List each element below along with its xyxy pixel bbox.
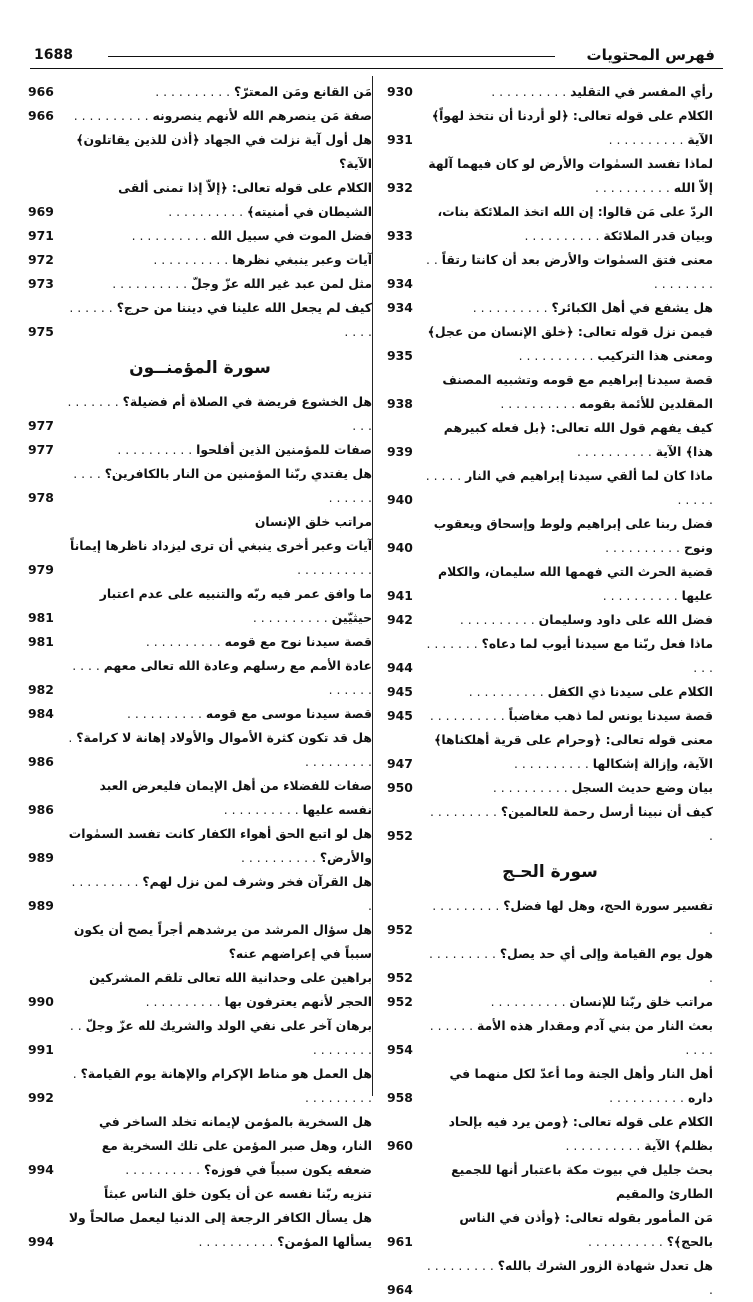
- entry-title: [66, 1206, 372, 1254]
- entry-text: قصة سيدنا إبراهيم مع قومه وتشبيه المصنف المقلدين للأئمة بقومه: [442, 372, 713, 411]
- entry-text: هل يشفع في أهل الكبائر؟: [551, 300, 713, 315]
- leader-dots: . . . . . . . . . .: [153, 252, 233, 267]
- index-entry: [28, 966, 372, 1014]
- page-number: 1688: [34, 47, 73, 63]
- entry-title: [66, 1062, 372, 1110]
- leader-dots: . . . . . . . . . .: [69, 1018, 372, 1057]
- entry-text: هل سؤال المرشد من يرشدهم أجراً يصح أن يكون سبباً في إعراضهم عنه؟: [73, 922, 372, 961]
- entry-title: [425, 990, 713, 1014]
- entry-title: [425, 248, 713, 296]
- index-entry: [387, 776, 713, 800]
- leader-dots: . . . . . . . . . .: [69, 300, 372, 339]
- leader-dots: . . . . . . . . . .: [155, 84, 234, 99]
- entry-text: الردّ على مَن قالوا: إن الله اتخذ الملائكة بنات، وبيان قدر الملائكة: [437, 204, 713, 243]
- entry-page-number: 938: [387, 396, 413, 411]
- entry-text: هل يسأل الكافر الرجعة إلى الدنيا ليعمل صالحاً ولا يسألها المؤمن؟: [68, 1210, 372, 1249]
- entry-text: فضل الموت في سبيل الله: [210, 228, 372, 243]
- leader-dots: . . . . . . . . . .: [500, 396, 580, 411]
- entry-text: هل الخشوع فريضة في الصلاة أم فضيلة؟: [122, 394, 372, 409]
- entry-text: بحث جليل في بيوت مكة باعتبار أنها للجميع الطارئ والمقيم: [451, 1162, 713, 1201]
- entry-page-number: 931: [387, 132, 413, 147]
- entry-page-number: 934: [387, 300, 413, 315]
- header-divider: [30, 68, 723, 69]
- index-entry: [387, 416, 713, 464]
- entry-page-number: 952: [387, 994, 413, 1009]
- leader-dots: . . . . . . . . . .: [472, 300, 552, 315]
- entry-text: آيات وعبر ينبغي نظرها: [232, 252, 372, 267]
- entry-text: مثل لمن عبد غير الله عزّ وجلّ: [190, 276, 372, 291]
- index-entry: [387, 728, 713, 776]
- entry-page-number: 952: [387, 970, 413, 985]
- entry-page-number: 934: [387, 276, 413, 291]
- leader-dots: . . . . . . . . . .: [68, 730, 372, 769]
- entry-title: [425, 608, 713, 632]
- entry-text: مراتب خلق الإنسان: [254, 514, 372, 529]
- entry-text: هل لو اتبع الحق أهواء الكفار كانت تفسد السمٰوات والأرض؟: [68, 826, 372, 865]
- entry-page-number: 991: [28, 1042, 54, 1057]
- leader-dots: . . . . . . . . . .: [426, 636, 713, 675]
- entry-title: [66, 1182, 372, 1206]
- entry-text: هل القرآن فخر وشرف لمن نزل لهم؟: [142, 874, 372, 889]
- leader-dots: . . . . . . . . . .: [429, 804, 713, 843]
- entry-text: معنى فتق السمٰوات والأرض بعد أن كانتا رتقاً: [441, 252, 713, 267]
- leader-dots: . . . . . . . . . .: [71, 874, 372, 913]
- entry-page-number: 972: [28, 252, 54, 267]
- entry-title: [66, 128, 372, 176]
- column-divider: [372, 76, 373, 1096]
- entry-title: [425, 680, 713, 704]
- index-entry: [28, 822, 372, 870]
- index-entry: [387, 704, 713, 728]
- index-entry: [387, 1206, 713, 1254]
- entry-text: هل يفتدي ربّنا المؤمنين من النار بالكافرين؟: [104, 466, 372, 481]
- index-entry: [28, 774, 372, 822]
- leader-dots: . . . . . . . . . .: [131, 228, 211, 243]
- entry-text: ما وافق عمر فيه ربّه والتنبيه على عدم اعتبار حيثيّين: [99, 586, 372, 625]
- leader-dots: . . . . . . . . . .: [145, 634, 225, 649]
- index-entry: [28, 80, 372, 104]
- header-rule: [108, 56, 555, 57]
- entry-title: [425, 512, 713, 560]
- entry-page-number: 973: [28, 276, 54, 291]
- index-entry: [28, 462, 372, 510]
- entry-text: هل تعدل شهادة الزور الشرك بالله؟: [497, 1258, 713, 1273]
- entry-page-number: 930: [387, 84, 413, 99]
- entry-text: هل العمل هو مناط الإكرام والإهانة يوم القيامة؟: [80, 1066, 372, 1081]
- entry-text: هل قد تكون كثرة الأموال والأولاد إهانة لا كرامة؟: [76, 730, 372, 745]
- leader-dots: . . . . . . . . . .: [72, 1066, 372, 1105]
- index-entry: [387, 296, 713, 320]
- entry-title: [66, 438, 372, 462]
- entry-page-number: 977: [28, 418, 54, 433]
- index-entry: [28, 582, 372, 630]
- entry-text: ماذا كان لما ألقي سيدنا إبراهيم في النار: [465, 468, 713, 483]
- index-entry: [28, 128, 372, 176]
- leader-dots: . . . . . . . . . .: [605, 540, 684, 555]
- index-entry: [387, 512, 713, 560]
- entry-text: قضية الحرث التي فهمها الله سليمان، والكلام عليها: [437, 564, 713, 603]
- index-entry: [28, 870, 372, 918]
- entry-text: قصة سيدنا موسى مع قومه: [205, 706, 372, 721]
- leader-dots: . . . . . . . . . .: [609, 1090, 688, 1105]
- index-entry: [28, 176, 372, 224]
- entry-text: براهين على وحدانية الله تعالى تلقم المشركين الحجر لأنهم يعترفون بها: [89, 970, 372, 1009]
- entry-page-number: 969: [28, 204, 54, 219]
- entry-text: صفات للمؤمنين الذين أفلحوا: [196, 442, 372, 457]
- entry-text: قصة سيدنا نوح مع قومه: [224, 634, 372, 649]
- entry-title: [425, 464, 713, 512]
- entry-text: هل أول آية نزلت في الجهاد ﴿أذن للذين يقاتلون﴾ الآية؟: [76, 132, 372, 171]
- entry-title: [425, 942, 713, 990]
- leader-dots: . . . . . . . . . .: [513, 756, 593, 771]
- leader-dots: . . . . . . . . . .: [608, 132, 688, 147]
- entry-title: [66, 918, 372, 966]
- entry-page-number: 994: [28, 1162, 54, 1177]
- entry-page-number: 945: [387, 708, 413, 723]
- index-entry: [28, 104, 372, 128]
- leader-dots: . . . . . . . . . .: [252, 610, 332, 625]
- left-column: [28, 80, 372, 1254]
- page-header: [30, 40, 723, 72]
- entry-title: [66, 462, 372, 510]
- entry-page-number: 954: [387, 1042, 413, 1057]
- entry-title: [425, 632, 713, 680]
- entry-title: [66, 296, 372, 344]
- index-entry: [28, 1110, 372, 1182]
- entry-title: [425, 1062, 713, 1110]
- entry-title: [66, 702, 372, 726]
- entry-title: [66, 870, 372, 918]
- leader-dots: . . . . . . . . . .: [587, 1234, 667, 1249]
- leader-dots: . . . . . . . . . .: [432, 898, 713, 937]
- entry-text: مَن القانع ومَن المعترّ؟: [233, 84, 372, 99]
- entry-page-number: 975: [28, 324, 54, 339]
- entry-title: [66, 630, 372, 654]
- leader-dots: . . . . . . . . . .: [491, 84, 571, 99]
- entry-page-number: 942: [387, 612, 413, 627]
- index-entry: [28, 1206, 372, 1254]
- leader-dots: . . . . . . . . . .: [297, 562, 372, 577]
- entry-text: آيات وعبر أخرى ينبغي أن ترى ليزداد ناظرها إيماناً: [70, 538, 372, 553]
- index-entry: [387, 248, 713, 296]
- entry-text: فضل الله على داود وسليمان: [538, 612, 713, 627]
- entry-page-number: 940: [387, 492, 413, 507]
- index-entry: [387, 1110, 713, 1158]
- entry-title: [425, 728, 713, 776]
- entry-page-number: 947: [387, 756, 413, 771]
- entry-title: [66, 272, 372, 296]
- entry-text: كيف يفهم قول الله تعالى: ﴿بل فعله كبيرهم هذا﴾ الآية: [443, 420, 713, 459]
- index-entry: [28, 534, 372, 582]
- entry-title: [66, 248, 372, 272]
- entry-page-number: 990: [28, 994, 54, 1009]
- index-entry: [387, 608, 713, 632]
- index-entry: [28, 1062, 372, 1110]
- index-entry: [28, 702, 372, 726]
- surah-heading: سورة المؤمنــون: [129, 358, 271, 378]
- entry-text: تفسير سورة الحج، وهل لها فضل؟: [503, 898, 713, 913]
- leader-dots: . . . . . . . . . .: [594, 180, 674, 195]
- entry-text: الكلام على قوله تعالى: ﴿لو أردنا أن نتخذ لهواً﴾ الآية: [431, 108, 713, 147]
- entry-text: أهل النار وأهل الجنة وما أعدّ لكل منهما في داره: [449, 1066, 713, 1105]
- entry-title: [425, 296, 713, 320]
- leader-dots: . . . . . . . . . .: [198, 1234, 278, 1249]
- entry-page-number: 989: [28, 850, 54, 865]
- entry-page-number: 978: [28, 490, 54, 505]
- entry-page-number: 961: [387, 1234, 413, 1249]
- entry-page-number: 966: [28, 84, 54, 99]
- leader-dots: . . . . . . . . . .: [72, 658, 372, 697]
- entry-title: [66, 582, 372, 630]
- right-column: [387, 80, 713, 1302]
- entry-text: فيمن نزل قوله تعالى: ﴿خلق الإنسان من عجل﴾ ومعنى هذا التركيب: [427, 324, 713, 363]
- entry-page-number: 932: [387, 180, 413, 195]
- index-entry: [28, 918, 372, 966]
- entry-title: [66, 176, 372, 224]
- leader-dots: . . . . . . . . . .: [426, 1258, 713, 1297]
- entry-title: [425, 1158, 713, 1206]
- entry-page-number: 986: [28, 802, 54, 817]
- entry-title: [66, 104, 372, 128]
- leader-dots: . . . . . . . . . .: [565, 1138, 645, 1153]
- entry-text: لماذا تفسد السمٰوات والأرض لو كان فيهما آلهة إلاّ الله: [428, 156, 713, 195]
- entry-page-number: 958: [387, 1090, 413, 1105]
- entry-page-number: 982: [28, 682, 54, 697]
- entry-text: كيف لم يجعل الله علينا في ديننا من حرج؟: [116, 300, 372, 315]
- index-entry: [387, 894, 713, 942]
- entry-page-number: 935: [387, 348, 413, 363]
- leader-dots: . . . . . . . . . .: [429, 1018, 713, 1057]
- entry-title: [425, 368, 713, 416]
- entry-text: برهان آخر على نفي الولد والشريك لله عزّ وجلّ: [85, 1018, 372, 1033]
- entry-text: مراتب خلق ربّنا للإنسان: [569, 994, 713, 1009]
- leader-dots: . . . . . . . . . .: [73, 108, 153, 123]
- entry-page-number: 941: [387, 588, 413, 603]
- entry-text: معنى قوله تعالى: ﴿وحرام على قرية أهلكناها﴾ الآية، وإزالة إشكالها: [434, 732, 713, 771]
- entry-text: الكلام على قوله تعالى: ﴿ومن يرد فيه بإلحاد بظلم﴾ الآية: [448, 1114, 713, 1153]
- index-entry: [28, 1182, 372, 1206]
- entry-title: [425, 1206, 713, 1254]
- index-entry: [28, 296, 372, 344]
- entry-title: [66, 510, 372, 534]
- entry-title: [66, 1110, 372, 1182]
- entry-page-number: 979: [28, 562, 54, 577]
- index-entry: [387, 104, 713, 152]
- entry-text: هول يوم القيامة وإلى أي حد يصل؟: [499, 946, 713, 961]
- index-entry: [28, 510, 372, 534]
- leader-dots: . . . . . . . . . .: [73, 466, 372, 505]
- entry-text: كيف أن نبينا أرسل رحمة للعالمين؟: [500, 804, 713, 819]
- leader-dots: . . . . . . . . . .: [223, 802, 303, 817]
- entry-page-number: 992: [28, 1090, 54, 1105]
- entry-page-number: 960: [387, 1138, 413, 1153]
- entry-title: [425, 80, 713, 104]
- entry-text: مَن المأمور بقوله تعالى: ﴿وأذن في الناس بالحج﴾؟: [459, 1210, 713, 1249]
- entry-title: [425, 104, 713, 152]
- entry-title: [66, 726, 372, 774]
- entry-text: هل السخرية بالمؤمن لإيمانه تخلد الساخر في النار، وهل صبر المؤمن على تلك السخرية مع ضعفه يكون سبباً في فوزه؟: [99, 1114, 372, 1177]
- entry-text: الكلام على قوله تعالى: ﴿إلاّ إذا تمنى ألقى الشيطان في أمنيته﴾: [118, 180, 372, 219]
- index-entry: [28, 224, 372, 248]
- leader-dots: . . . . . . . . . .: [518, 348, 598, 363]
- entry-title: [425, 416, 713, 464]
- leader-dots: . . . . . . . . . .: [425, 468, 713, 507]
- leader-dots: . . . . . . . . . .: [429, 708, 509, 723]
- entry-title: [425, 1254, 713, 1302]
- entry-text: بيان وضع حديث السجل: [571, 780, 713, 795]
- index-entry: [387, 1062, 713, 1110]
- entry-page-number: 944: [387, 660, 413, 675]
- index-entry: [387, 320, 713, 368]
- entry-text: قصة سيدنا يونس لما ذهب مغاضباً: [508, 708, 713, 723]
- index-entry: [387, 990, 713, 1014]
- leader-dots: . . . . . . . . . .: [425, 252, 713, 291]
- entry-page-number: 940: [387, 540, 413, 555]
- entry-text: تنزيه ربّنا نفسه عن أن يكون خلق الناس عبثاً: [103, 1186, 372, 1201]
- entry-title: [66, 966, 372, 1014]
- entry-page-number: 981: [28, 610, 54, 625]
- leader-dots: . . . . . . . . . .: [577, 444, 656, 459]
- entry-title: [425, 894, 713, 942]
- index-entry: [387, 1254, 713, 1302]
- leader-dots: . . . . . . . . . .: [125, 1162, 205, 1177]
- index-entry: [387, 632, 713, 680]
- page-title: فهرس المحتويات: [586, 46, 715, 64]
- entry-title: [425, 704, 713, 728]
- entry-title: [425, 1014, 713, 1062]
- leader-dots: . . . . . . . . . .: [241, 850, 320, 865]
- entry-page-number: 984: [28, 706, 54, 721]
- index-entry: [387, 80, 713, 104]
- entry-title: [66, 534, 372, 582]
- index-entry: [28, 272, 372, 296]
- index-entry: [387, 800, 713, 848]
- entry-title: [66, 80, 372, 104]
- index-entry: [387, 464, 713, 512]
- entry-text: فضل ربنا على إبراهيم ولوط وإسحاق ويعقوب ونوح: [433, 516, 713, 555]
- index-entry: [387, 152, 713, 200]
- index-entry: [28, 248, 372, 272]
- index-entry: [28, 654, 372, 702]
- entry-title: [425, 560, 713, 608]
- entry-page-number: 964: [387, 1282, 413, 1297]
- entry-text: بعث النار من بني آدم ومقدار هذه الأمة: [476, 1018, 713, 1033]
- index-entry: [28, 390, 372, 438]
- entry-title: [425, 1110, 713, 1158]
- index-entry: [28, 630, 372, 654]
- leader-dots: . . . . . . . . . .: [67, 394, 372, 433]
- entry-text: صفات للفضلاء من أهل الإيمان فليعرض العبد نفسه عليها: [99, 778, 372, 817]
- entry-title: [66, 390, 372, 438]
- entry-text: الكلام على سيدنا ذي الكفل: [547, 684, 713, 699]
- entry-title: [66, 1014, 372, 1062]
- entry-title: [425, 320, 713, 368]
- leader-dots: . . . . . . . . . .: [524, 228, 604, 243]
- index-entry: [387, 200, 713, 248]
- entry-page-number: 939: [387, 444, 413, 459]
- entry-text: صفة مَن ينصرهم الله لأنهم ينصرونه: [152, 108, 372, 123]
- entry-page-number: 977: [28, 442, 54, 457]
- entry-page-number: 950: [387, 780, 413, 795]
- entry-page-number: 933: [387, 228, 413, 243]
- leader-dots: . . . . . . . . . .: [117, 442, 197, 457]
- leader-dots: . . . . . . . . . .: [112, 276, 191, 291]
- leader-dots: . . . . . . . . . .: [602, 588, 682, 603]
- index-entry: [387, 560, 713, 608]
- entry-title: [66, 224, 372, 248]
- leader-dots: . . . . . . . . . .: [490, 994, 570, 1009]
- leader-dots: . . . . . . . . . .: [468, 684, 548, 699]
- index-entry: [28, 438, 372, 462]
- leader-dots: . . . . . . . . . .: [459, 612, 539, 627]
- entry-title: [425, 800, 713, 848]
- entry-text: عادة الأمم مع رسلهم وعادة الله تعالى معهم: [103, 658, 372, 673]
- index-entry: [28, 1014, 372, 1062]
- entry-page-number: 966: [28, 108, 54, 123]
- entry-title: [425, 200, 713, 248]
- entry-title: [425, 152, 713, 200]
- entry-page-number: 989: [28, 898, 54, 913]
- leader-dots: . . . . . . . . . .: [428, 946, 713, 985]
- entry-text: رأي المفسر في التقليد: [570, 84, 713, 99]
- entry-page-number: 971: [28, 228, 54, 243]
- entry-title: [425, 776, 713, 800]
- entry-title: [66, 654, 372, 702]
- index-entry: [387, 680, 713, 704]
- entry-title: [66, 822, 372, 870]
- entry-title: [66, 774, 372, 822]
- leader-dots: . . . . . . . . . .: [168, 204, 247, 219]
- entry-page-number: 952: [387, 922, 413, 937]
- surah-heading: سورة الحـج: [502, 862, 598, 882]
- entry-text: ماذا فعل ربّنا مع سيدنا أيوب لما دعاه؟: [481, 636, 713, 651]
- leader-dots: . . . . . . . . . .: [127, 706, 206, 721]
- entry-page-number: 994: [28, 1234, 54, 1249]
- index-entry: [387, 942, 713, 990]
- entry-page-number: 945: [387, 684, 413, 699]
- entry-page-number: 952: [387, 828, 413, 843]
- index-entry: [387, 368, 713, 416]
- leader-dots: . . . . . . . . . .: [492, 780, 572, 795]
- index-entry: [387, 1158, 713, 1206]
- index-entry: [387, 1014, 713, 1062]
- entry-page-number: 981: [28, 634, 54, 649]
- leader-dots: . . . . . . . . . .: [145, 994, 225, 1009]
- entry-page-number: 986: [28, 754, 54, 769]
- index-entry: [28, 726, 372, 774]
